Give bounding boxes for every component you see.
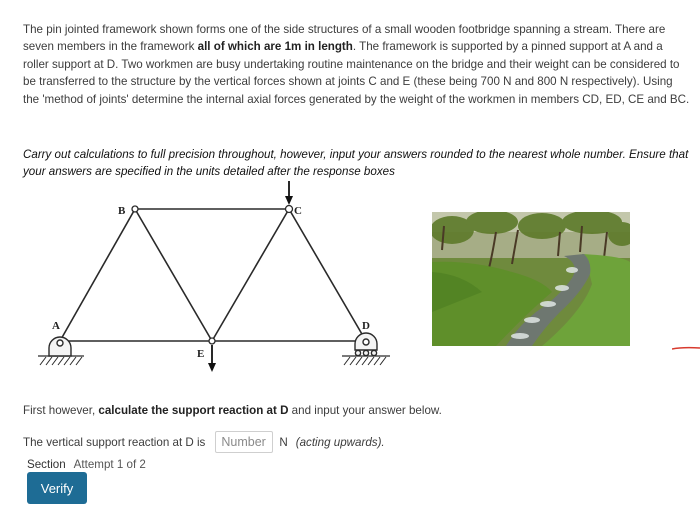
ground-hatch-d: [344, 357, 386, 365]
load-arrow-c: [285, 181, 293, 205]
pin-support-a: [49, 337, 71, 356]
label-b: B: [118, 205, 126, 217]
joint-b: [132, 206, 138, 212]
verify-button[interactable]: Verify: [27, 472, 87, 504]
reaction-d-input[interactable]: [215, 431, 273, 453]
question-bold: calculate the support reaction at D: [98, 404, 289, 417]
question-prompt: First however, calculate the support reaction at D and input your answer below.: [23, 404, 442, 417]
stream-photo: [432, 212, 630, 346]
problem-text-1: The pin jointed framework shown forms one of the side structures of a small wooden footbridge spanning a stream. There are seven members in the framework: [23, 23, 666, 54]
load-arrow-e: [208, 345, 216, 372]
member-be: [135, 209, 212, 341]
section-info: [27, 458, 146, 471]
problem-text-2: . The framework is supported by a pinned support at A and a roller support at D. Two workmen are busy undertaking routine maintenance on the bridge and their weight can be considered to be transferred to the structure by the vertical forces shown at joints C and E (these being 700 N and 800 N respectively). Using the 'method of joints' determine the internal axial forces generated by the weight of the workmen in members CD, ED, CE and BC.: [23, 40, 690, 106]
red-mark: [672, 346, 700, 352]
member-cd: [289, 209, 366, 341]
joint-c: [286, 206, 293, 213]
answer-line: [23, 431, 385, 453]
truss-diagram: [0, 176, 420, 386]
label-c: C: [294, 205, 302, 217]
ground-hatch-a: [40, 357, 82, 365]
joint-e: [209, 338, 215, 344]
attempt-counter: Attempt 1 of 2: [73, 458, 146, 471]
answer-unit: N: [279, 435, 288, 449]
label-d: D: [362, 320, 370, 332]
section-label: Section: [27, 458, 66, 471]
answer-label: The vertical support reaction at D is: [23, 435, 206, 449]
member-ce: [212, 209, 289, 341]
roller-support-d: [355, 333, 377, 356]
member-ab: [60, 209, 135, 341]
instructions-text: Carry out calculations to full precision throughout, however, input your answers rounded to the nearest whole number. Ensure that your answers are specified in the units detailed after the response boxes: [23, 148, 689, 178]
problem-bold: all of which are 1m in length: [197, 40, 353, 54]
answer-note: (acting upwards).: [295, 435, 385, 449]
label-e: E: [197, 348, 205, 360]
label-a: A: [52, 320, 60, 332]
problem-statement: [23, 21, 691, 108]
